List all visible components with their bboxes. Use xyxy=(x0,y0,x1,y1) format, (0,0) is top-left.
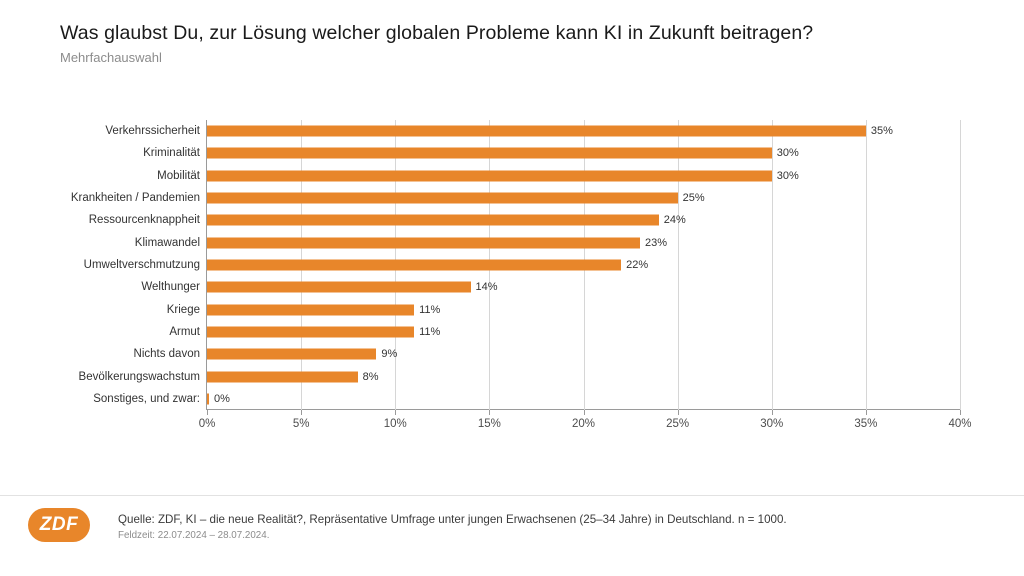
bar xyxy=(207,148,772,159)
category-label: Kriminalität xyxy=(143,147,200,160)
category-label: Umweltverschmutzung xyxy=(83,259,200,271)
bar-value-label: 30% xyxy=(776,169,799,182)
fieldwork-note: Feldzeit: 22.07.2024 – 28.07.2024. xyxy=(118,530,270,541)
zdf-logo: ZDF xyxy=(28,508,90,542)
bar xyxy=(207,193,678,204)
page-title: Was glaubst Du, zur Lösung welcher globalen Probleme kann KI in Zukunft beitragen? xyxy=(60,22,814,44)
bar-value-label: 23% xyxy=(644,236,667,249)
bar-value-label: 11% xyxy=(419,325,441,338)
footer-divider xyxy=(0,495,1024,496)
gridline xyxy=(678,120,679,410)
category-label: Kriege xyxy=(166,303,200,316)
bar-value-label: 8% xyxy=(362,370,379,383)
x-axis-tick xyxy=(584,410,585,415)
chart-header xyxy=(60,20,960,65)
bar xyxy=(207,371,358,382)
bar xyxy=(207,349,376,360)
chart-footer xyxy=(28,508,1008,568)
bar-chart xyxy=(60,120,972,460)
x-axis-tick xyxy=(207,410,208,415)
x-axis-tick-label: 30% xyxy=(760,418,784,430)
x-axis-tick xyxy=(301,410,302,415)
x-axis-tick xyxy=(960,410,961,415)
x-axis-tick xyxy=(489,410,490,415)
category-axis-labels xyxy=(60,120,200,410)
x-axis-tick-label: 20% xyxy=(571,418,596,430)
x-axis-tick xyxy=(772,410,773,415)
bar-value-label: 0% xyxy=(214,392,230,405)
category-label: Krankheiten / Pandemien xyxy=(70,192,200,205)
bar xyxy=(207,260,621,271)
bar-value-label: 35% xyxy=(870,125,893,138)
category-label: Sonstiges, und zwar: xyxy=(93,392,200,405)
x-axis-tick-label: 40% xyxy=(948,418,972,430)
x-axis-tick-label: 10% xyxy=(383,418,407,430)
x-axis-tick-label: 15% xyxy=(477,418,501,430)
gridline xyxy=(960,120,961,410)
category-label: Armut xyxy=(169,325,200,338)
category-label: Klimawandel xyxy=(134,236,200,249)
source-note: Quelle: ZDF, KI – die neue Realität?, Repräsentative Umfrage unter jungen Erwachsenen (25–34 Jahre) in Deutschland. n = 1000. xyxy=(118,513,787,526)
bar xyxy=(207,304,414,315)
bar xyxy=(207,215,659,226)
category-label: Bevölkerungswachstum xyxy=(78,370,200,383)
x-axis-tick-label: 0% xyxy=(198,418,216,430)
bar-value-label: 24% xyxy=(663,214,686,227)
bar-value-label: 11% xyxy=(419,303,441,316)
x-axis-tick xyxy=(866,410,867,415)
bar-value-label: 30% xyxy=(776,147,799,160)
chart-subtitle: Mehrfachauswahl xyxy=(60,50,162,65)
bar xyxy=(207,393,209,404)
plot-area xyxy=(198,120,972,430)
category-label: Nichts davon xyxy=(133,348,200,361)
bar-value-label: 14% xyxy=(475,281,498,294)
bar xyxy=(207,237,640,248)
bar xyxy=(207,282,471,293)
category-label: Verkehrssicherheit xyxy=(105,125,200,138)
x-axis-tick-label: 35% xyxy=(854,418,878,430)
category-label: Mobilität xyxy=(157,169,200,182)
bar xyxy=(207,326,414,337)
x-axis-tick xyxy=(395,410,396,415)
bar-value-label: 9% xyxy=(381,348,398,361)
bar xyxy=(207,170,772,181)
gridline xyxy=(866,120,867,410)
bar-value-label: 25% xyxy=(682,192,705,205)
x-axis-tick xyxy=(678,410,679,415)
bar xyxy=(207,126,866,137)
gridline xyxy=(772,120,773,410)
x-axis-tick-label: 25% xyxy=(666,418,690,430)
x-axis-tick-label: 5% xyxy=(292,418,310,430)
category-label: Ressourcenknappheit xyxy=(88,214,200,227)
category-label: Welthunger xyxy=(141,281,200,294)
bar-value-label: 22% xyxy=(626,259,649,271)
